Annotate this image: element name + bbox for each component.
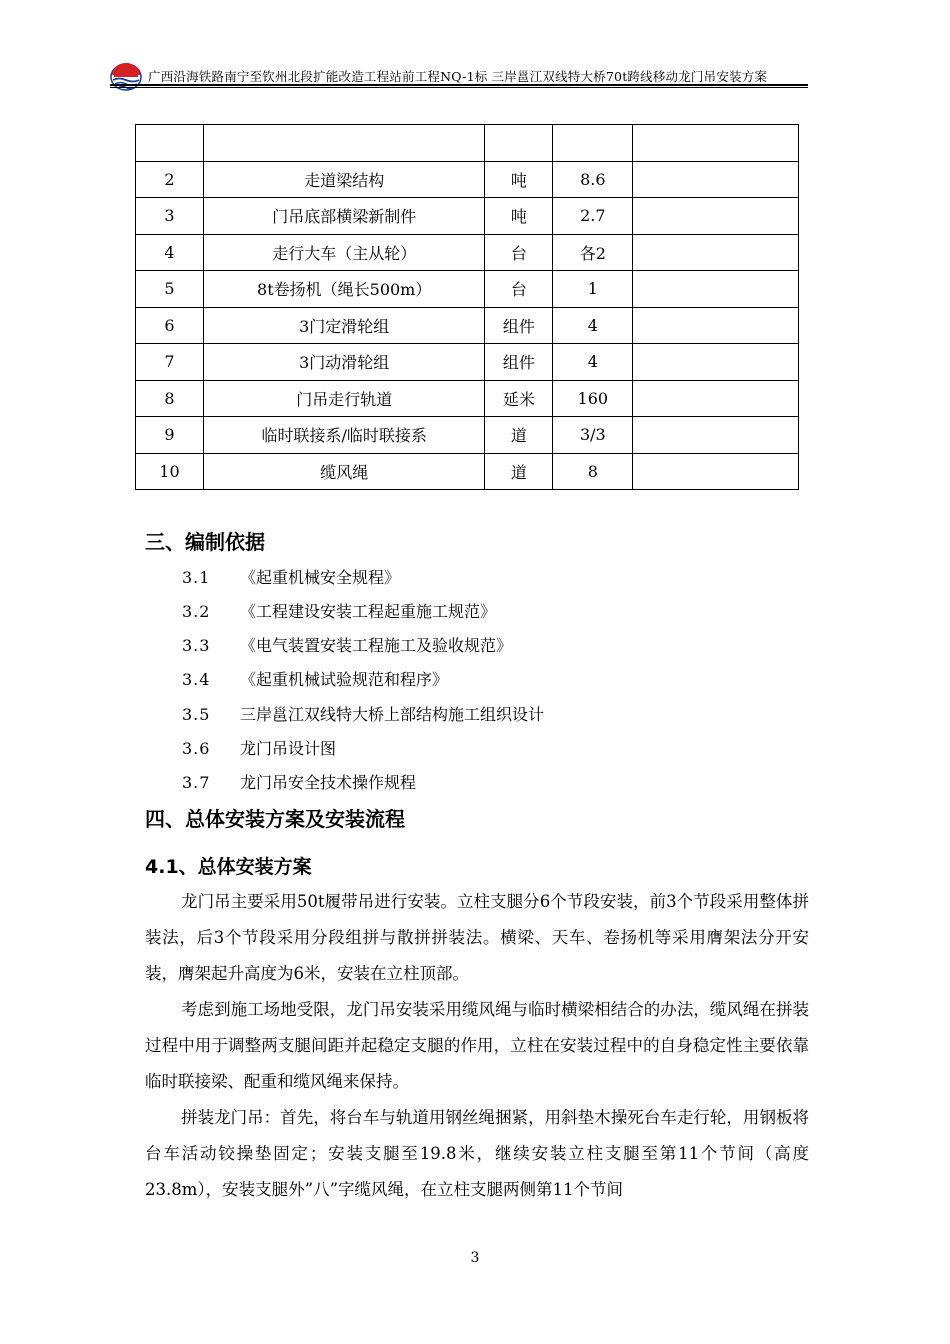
table-cell xyxy=(633,453,799,490)
table-cell: 台 xyxy=(485,271,553,308)
table-cell: 各2 xyxy=(553,234,633,271)
table-cell: 9 xyxy=(136,417,204,454)
table-cell: 组件 xyxy=(485,344,553,381)
table-cell: 道 xyxy=(485,417,553,454)
page-number: 3 xyxy=(470,1250,480,1266)
table-cell: 延米 xyxy=(485,380,553,417)
table-cell: 门吊底部横梁新制件 xyxy=(203,198,485,235)
table-cell: 3 xyxy=(136,198,204,235)
reference-item: 3.2 《工程建设安装工程起重施工规范》 xyxy=(182,602,497,621)
table-row xyxy=(136,380,799,417)
table-row xyxy=(136,161,799,198)
reference-item: 3.5 三岸邕江双线特大桥上部结构施工组织设计 xyxy=(182,705,545,724)
body-paragraph: 龙门吊主要采用50t履带吊进行安装。立柱支腿分6个节段安装，前3个节段采用整体拼装法，后3个节段采用分段组拼与散拼拼装法。横梁、天车、卷扬机等采用膺架法分开安装，膺架起升高度为6米，安装在立柱顶部。 xyxy=(145,892,809,983)
table-cell xyxy=(633,271,799,308)
table-cell: 8t卷扬机（绳长500m） xyxy=(203,271,485,308)
table-cell xyxy=(633,198,799,235)
table-cell xyxy=(633,380,799,417)
table-cell: 3门动滑轮组 xyxy=(203,344,485,381)
table-row xyxy=(136,417,799,454)
table-cell: 台 xyxy=(485,234,553,271)
body-paragraph: 考虑到施工场地受限，龙门吊安装采用缆风绳与临时横梁相结合的办法，缆风绳在拼装过程中用于调整两支腿间距并起稳定支腿的作用，立柱在安装过程中的自身稳定性主要依靠临时联接梁、配重和缆风绳来保持。 xyxy=(145,1000,809,1091)
table-cell xyxy=(633,234,799,271)
table-cell: 3门定滑轮组 xyxy=(203,307,485,344)
table-row xyxy=(136,453,799,490)
table-cell: 8 xyxy=(136,380,204,417)
table-row xyxy=(136,234,799,271)
table-cell: 门吊走行轨道 xyxy=(203,380,485,417)
table-cell: 3/3 xyxy=(553,417,633,454)
table-cell xyxy=(553,125,633,162)
table-cell xyxy=(633,307,799,344)
table-cell xyxy=(203,125,485,162)
table-row xyxy=(136,307,799,344)
table-row xyxy=(136,198,799,235)
table-cell: 组件 xyxy=(485,307,553,344)
table-cell: 6 xyxy=(136,307,204,344)
reference-item: 3.7 龙门吊安全技术操作规程 xyxy=(182,773,417,792)
table-cell xyxy=(633,125,799,162)
section-3-heading: 三、编制依据 xyxy=(145,530,265,554)
header-rule xyxy=(110,84,808,86)
table-cell: 2 xyxy=(136,161,204,198)
table-cell xyxy=(136,125,204,162)
table-cell xyxy=(485,125,553,162)
table-cell xyxy=(633,161,799,198)
table-cell xyxy=(633,344,799,381)
subsection-4-1-heading: 4.1、总体安装方案 xyxy=(145,856,312,878)
body-paragraph: 拼装龙门吊：首先，将台车与轨道用钢丝绳捆紧，用斜垫木操死台车走行轮，用钢板将台车活动铰操垫固定；安装支腿至19.8米，继续安装立柱支腿至第11个节间（高度23.8m），安装支腿外”八”字缆风绳，在立柱支腿两侧第11个节间 xyxy=(145,1108,809,1199)
table-row xyxy=(136,271,799,308)
table-cell: 7 xyxy=(136,344,204,381)
reference-item: 3.1 《起重机械安全规程》 xyxy=(182,568,401,587)
reference-item: 3.3 《电气装置安装工程施工及验收规范》 xyxy=(182,636,513,655)
table-cell: 4 xyxy=(553,307,633,344)
section-4-heading: 四、总体安装方案及安装流程 xyxy=(145,807,405,831)
table-row xyxy=(136,125,799,162)
table-cell: 8 xyxy=(553,453,633,490)
table-cell: 160 xyxy=(553,380,633,417)
header-rule-thin xyxy=(110,87,808,88)
table-cell: 4 xyxy=(553,344,633,381)
table-row xyxy=(136,344,799,381)
page-header xyxy=(110,62,808,92)
table-cell: 4 xyxy=(136,234,204,271)
reference-item: 3.4 《起重机械试验规范和程序》 xyxy=(182,670,449,689)
table-cell: 临时联接系/临时联接系 xyxy=(203,417,485,454)
table-cell: 吨 xyxy=(485,161,553,198)
table-cell: 10 xyxy=(136,453,204,490)
header-title: 广西沿海铁路南宁至钦州北段扩能改造工程站前工程NQ-1标 三岸邕江双线特大桥70t跨线移动龙门吊安装方案 xyxy=(148,69,768,84)
table-cell: 走行大车（主从轮） xyxy=(203,234,485,271)
materials-table xyxy=(135,124,799,490)
table-cell: 8.6 xyxy=(553,161,633,198)
table-cell: 1 xyxy=(553,271,633,308)
table-cell: 缆风绳 xyxy=(203,453,485,490)
table-cell: 2.7 xyxy=(553,198,633,235)
reference-item: 3.6 龙门吊设计图 xyxy=(182,739,337,758)
table-cell: 走道梁结构 xyxy=(203,161,485,198)
table-cell: 吨 xyxy=(485,198,553,235)
table-cell xyxy=(633,417,799,454)
table-cell: 5 xyxy=(136,271,204,308)
table-cell: 道 xyxy=(485,453,553,490)
